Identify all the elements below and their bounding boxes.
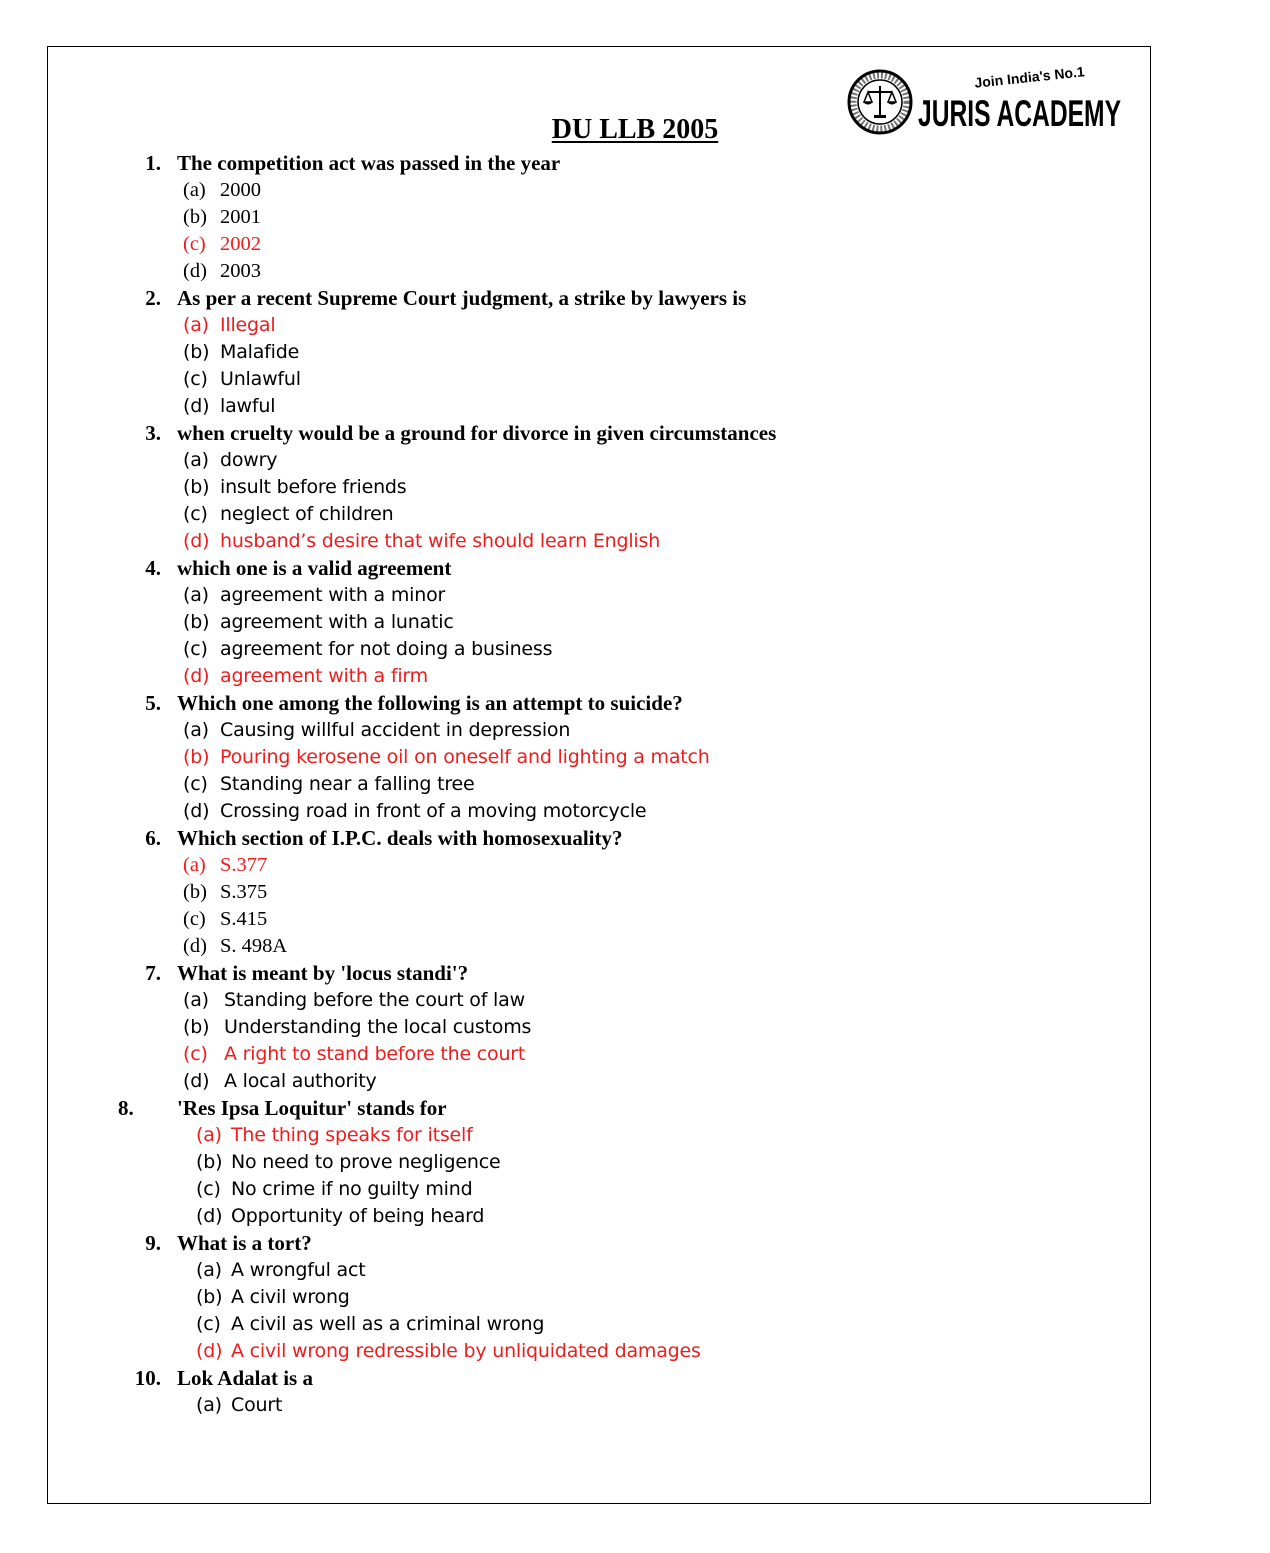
option-correct xyxy=(0,744,1200,771)
question-row xyxy=(0,150,1200,177)
option-item xyxy=(0,717,1200,744)
option-item xyxy=(0,1392,1200,1419)
option-label: (d) xyxy=(183,1070,210,1092)
option-text: No need to prove negligence xyxy=(231,1151,501,1173)
option-text: A local authority xyxy=(224,1070,377,1092)
option-label: (b) xyxy=(183,881,207,903)
logo-brand: JURIS ACADEMY xyxy=(918,93,1122,134)
option-label: (a) xyxy=(196,1124,222,1146)
option-item xyxy=(0,177,1200,204)
option-text: Illegal xyxy=(220,314,276,336)
option-item xyxy=(0,1203,1200,1230)
option-label: (a) xyxy=(196,1394,222,1416)
logo-tagline: Join India's No.1 xyxy=(973,63,1086,91)
question-row xyxy=(0,960,1200,987)
option-text: dowry xyxy=(220,449,278,471)
option-label: (c) xyxy=(196,1178,221,1200)
option-text: Understanding the local customs xyxy=(224,1016,532,1038)
option-item xyxy=(0,258,1200,285)
option-text: A right to stand before the court xyxy=(224,1043,526,1065)
question-text: What is meant by 'locus standi'? xyxy=(177,961,469,985)
option-item xyxy=(0,447,1200,474)
option-label: (d) xyxy=(183,395,210,417)
option-label: (b) xyxy=(183,746,210,768)
option-label: (b) xyxy=(183,611,210,633)
option-text: Unlawful xyxy=(220,368,301,390)
option-label: (d) xyxy=(183,665,210,687)
option-text: S.415 xyxy=(220,908,268,930)
option-text: agreement for not doing a business xyxy=(220,638,553,660)
option-text: S.375 xyxy=(220,881,268,903)
option-correct xyxy=(0,1041,1200,1068)
question-row xyxy=(0,825,1200,852)
option-item xyxy=(0,393,1200,420)
question-number: 1. xyxy=(145,151,161,175)
option-item xyxy=(0,798,1200,825)
option-text: Standing before the court of law xyxy=(224,989,525,1011)
option-label: (a) xyxy=(183,854,206,876)
option-label: (b) xyxy=(196,1286,223,1308)
option-item xyxy=(0,1176,1200,1203)
option-label: (b) xyxy=(183,476,210,498)
option-text: husband’s desire that wife should learn English xyxy=(220,530,661,552)
question-list xyxy=(0,150,1200,1419)
question-item xyxy=(0,420,1200,555)
question-number: 10. xyxy=(134,1366,161,1390)
option-item xyxy=(0,1014,1200,1041)
question-number: 5. xyxy=(145,691,161,715)
option-item xyxy=(0,987,1200,1014)
question-text: when cruelty would be a ground for divorce in given circumstances xyxy=(177,421,777,445)
question-text: The competition act was passed in the year xyxy=(177,151,561,175)
option-correct xyxy=(0,312,1200,339)
question-row xyxy=(0,1230,1200,1257)
question-text: Which one among the following is an attempt to suicide? xyxy=(177,691,683,715)
question-text: Lok Adalat is a xyxy=(177,1366,313,1390)
question-number: 9. xyxy=(145,1231,161,1255)
option-correct xyxy=(0,528,1200,555)
question-text: As per a recent Supreme Court judgment, a strike by lawyers is xyxy=(177,286,747,310)
question-text: Which section of I.P.C. deals with homosexuality? xyxy=(177,826,623,850)
option-label: (a) xyxy=(183,314,209,336)
option-label: (d) xyxy=(183,935,207,957)
option-item xyxy=(0,582,1200,609)
question-number: 8. xyxy=(118,1096,134,1120)
option-text: 2000 xyxy=(220,179,261,201)
option-label: (c) xyxy=(183,233,206,255)
option-label: (d) xyxy=(183,800,210,822)
question-number: 3. xyxy=(145,421,161,445)
question-row xyxy=(0,555,1200,582)
option-text: insult before friends xyxy=(220,476,407,498)
question-row xyxy=(0,420,1200,447)
option-item xyxy=(0,474,1200,501)
option-text: Standing near a falling tree xyxy=(220,773,475,795)
option-text: A civil wrong redressible by unliquidated damages xyxy=(231,1340,701,1362)
option-text: A civil as well as a criminal wrong xyxy=(231,1313,545,1335)
option-correct xyxy=(0,1122,1200,1149)
option-label: (c) xyxy=(183,908,206,930)
option-label: (c) xyxy=(196,1313,221,1335)
question-text: which one is a valid agreement xyxy=(177,556,452,580)
option-text: Court xyxy=(231,1394,283,1416)
option-label: (a) xyxy=(183,989,209,1011)
option-text: Malafide xyxy=(220,341,300,363)
option-text: A wrongful act xyxy=(231,1259,366,1281)
option-item xyxy=(0,609,1200,636)
option-text: Crossing road in front of a moving motorcycle xyxy=(220,800,647,822)
option-item xyxy=(0,1149,1200,1176)
option-label: (a) xyxy=(183,719,209,741)
page-title: DU LLB 2005 xyxy=(551,114,719,145)
option-item xyxy=(0,771,1200,798)
question-item xyxy=(0,285,1200,420)
option-correct xyxy=(0,663,1200,690)
option-label: (c) xyxy=(183,368,208,390)
question-number: 4. xyxy=(145,556,161,580)
option-text: No crime if no guilty mind xyxy=(231,1178,473,1200)
option-text: 2003 xyxy=(220,260,261,282)
option-item xyxy=(0,879,1200,906)
option-item xyxy=(0,339,1200,366)
option-label: (b) xyxy=(183,341,210,363)
option-text: agreement with a lunatic xyxy=(220,611,454,633)
question-item xyxy=(0,1095,1200,1230)
question-number: 7. xyxy=(145,961,161,985)
option-item xyxy=(0,636,1200,663)
option-text: A civil wrong xyxy=(231,1286,350,1308)
option-text: lawful xyxy=(220,395,276,417)
question-item xyxy=(0,690,1200,825)
option-text: S. 498A xyxy=(220,935,288,957)
option-label: (a) xyxy=(183,584,209,606)
option-label: (b) xyxy=(196,1151,223,1173)
option-item xyxy=(0,933,1200,960)
question-item xyxy=(0,1365,1200,1419)
question-item xyxy=(0,1230,1200,1365)
option-correct xyxy=(0,1338,1200,1365)
option-item xyxy=(0,366,1200,393)
option-text: neglect of children xyxy=(220,503,394,525)
question-item xyxy=(0,960,1200,1095)
option-label: (d) xyxy=(183,260,207,282)
option-text: 2001 xyxy=(220,206,261,228)
question-number: 2. xyxy=(145,286,161,310)
question-item xyxy=(0,150,1200,285)
option-label: (c) xyxy=(183,1043,208,1065)
option-text: Pouring kerosene oil on oneself and lighting a match xyxy=(220,746,710,768)
question-row xyxy=(0,1365,1200,1392)
question-item xyxy=(0,555,1200,690)
option-label: (c) xyxy=(183,638,208,660)
option-label: (d) xyxy=(183,530,210,552)
option-item xyxy=(0,1068,1200,1095)
option-text: S.377 xyxy=(220,854,268,876)
option-label: (c) xyxy=(183,503,208,525)
option-label: (b) xyxy=(183,1016,210,1038)
question-number: 6. xyxy=(145,826,161,850)
option-label: (a) xyxy=(183,449,209,471)
option-label: (a) xyxy=(196,1259,222,1281)
option-text: agreement with a firm xyxy=(220,665,428,687)
question-row xyxy=(0,1095,1200,1122)
option-item xyxy=(0,204,1200,231)
option-text: Causing willful accident in depression xyxy=(220,719,571,741)
option-text: 2002 xyxy=(220,233,261,255)
option-text: The thing speaks for itself xyxy=(231,1124,473,1146)
question-text: 'Res Ipsa Loquitur' stands for xyxy=(177,1096,447,1120)
option-text: agreement with a minor xyxy=(220,584,446,606)
option-label: (d) xyxy=(196,1340,223,1362)
question-item xyxy=(0,825,1200,960)
option-item xyxy=(0,1257,1200,1284)
option-item xyxy=(0,1311,1200,1338)
option-label: (b) xyxy=(183,206,207,228)
option-item xyxy=(0,1284,1200,1311)
option-label: (a) xyxy=(183,179,206,201)
option-correct xyxy=(0,852,1200,879)
option-item xyxy=(0,906,1200,933)
question-row xyxy=(0,285,1200,312)
option-label: (c) xyxy=(183,773,208,795)
option-correct xyxy=(0,231,1200,258)
option-item xyxy=(0,501,1200,528)
option-text: Opportunity of being heard xyxy=(231,1205,485,1227)
question-text: What is a tort? xyxy=(177,1231,312,1255)
question-row xyxy=(0,690,1200,717)
option-label: (d) xyxy=(196,1205,223,1227)
